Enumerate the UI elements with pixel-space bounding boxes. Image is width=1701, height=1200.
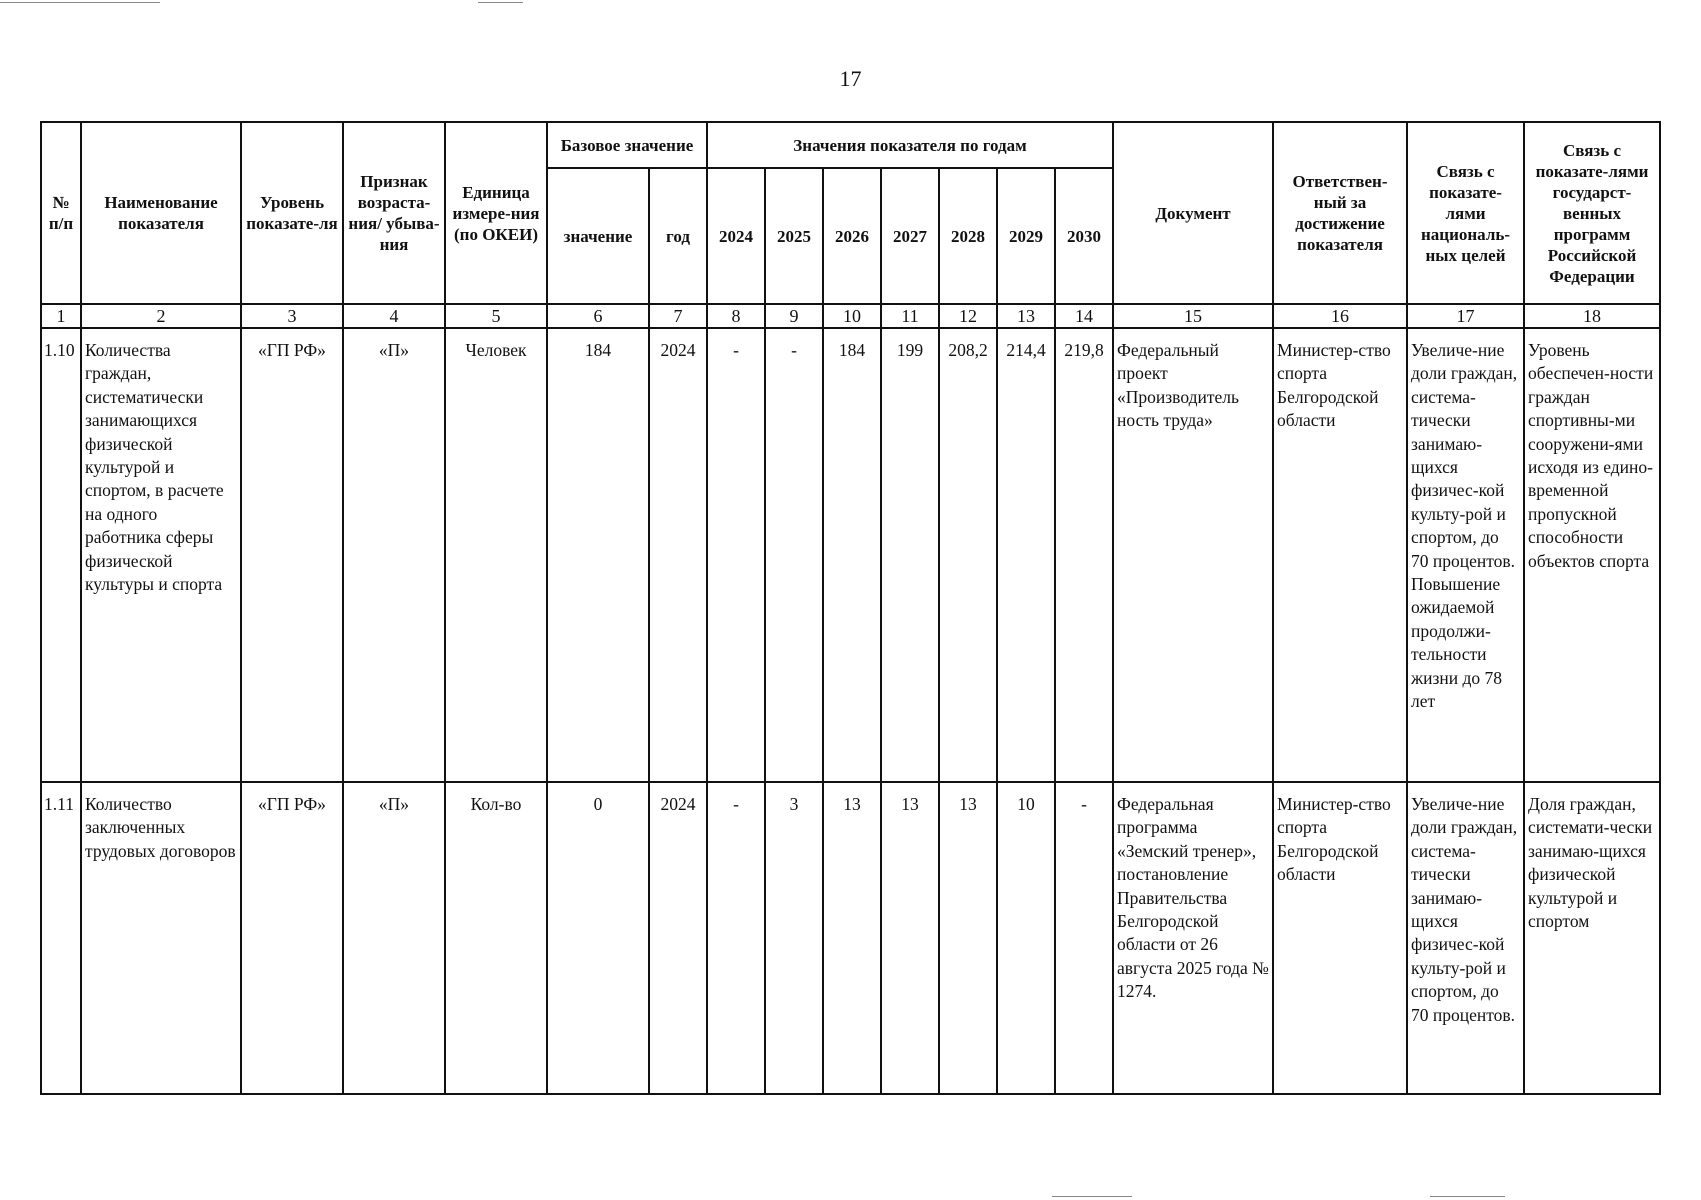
header-responsible: Ответствен-ный за достижение показателя (1273, 122, 1407, 304)
column-number: 8 (707, 304, 765, 328)
indicator-sign: «П» (343, 782, 445, 1094)
header-sign: Признак возраста-ния/ убыва-ния (343, 122, 445, 304)
base-value: 0 (547, 782, 649, 1094)
scan-mark-top-left (0, 2, 160, 3)
header-national-goals: Связь с показате-лями националь-ных целей (1407, 122, 1524, 304)
column-numbers-row (41, 304, 1660, 328)
indicator-unit: Человек (445, 328, 547, 782)
year-value: 13 (823, 782, 881, 1094)
header-year: 2030 (1055, 168, 1113, 304)
header-base: Базовое значение (547, 122, 707, 168)
year-value: - (765, 328, 823, 782)
column-number: 14 (1055, 304, 1113, 328)
header-base-year: год (649, 168, 707, 304)
column-number: 17 (1407, 304, 1524, 328)
base-year: 2024 (649, 328, 707, 782)
scan-mark-bottom-right (1430, 1196, 1505, 1197)
table-row (41, 328, 1660, 782)
column-number: 15 (1113, 304, 1273, 328)
column-number: 2 (81, 304, 241, 328)
year-value: 184 (823, 328, 881, 782)
page-number: 17 (839, 66, 862, 91)
indicator-level: «ГП РФ» (241, 782, 343, 1094)
state-programs-cell: Доля граждан, системати-чески занимаю-щихся физической культурой и спортом (1524, 782, 1660, 1094)
year-value: 13 (939, 782, 997, 1094)
header-year: 2028 (939, 168, 997, 304)
column-number: 11 (881, 304, 939, 328)
national-goals-cell: Увеличе-ние доли граждан, система-тически занимаю-щихся физичес-кой культу-рой и спортом, до 70 процентов. Повышение ожидаемой продолжи-тельности жизни до 78 лет (1407, 328, 1524, 782)
document-cell: Федеральная программа «Земский тренер», постановление Правительства Белгородской области от 26 августа 2025 года № 1274. (1113, 782, 1273, 1094)
column-number: 1 (41, 304, 81, 328)
header-year: 2025 (765, 168, 823, 304)
header-num: № п/п (41, 122, 81, 304)
document-cell: Федеральный проект «Производитель ность труда» (1113, 328, 1273, 782)
column-number: 4 (343, 304, 445, 328)
header-years-group: Значения показателя по годам (707, 122, 1113, 168)
year-value: 199 (881, 328, 939, 782)
header-year: 2024 (707, 168, 765, 304)
base-value: 184 (547, 328, 649, 782)
year-value: - (707, 782, 765, 1094)
header-document: Документ (1113, 122, 1273, 304)
indicator-unit: Кол-во (445, 782, 547, 1094)
column-number: 18 (1524, 304, 1660, 328)
column-number: 9 (765, 304, 823, 328)
responsible-cell: Министер-ство спорта Белгородской области (1273, 328, 1407, 782)
responsible-cell: Министер-ство спорта Белгородской области (1273, 782, 1407, 1094)
indicators-table (40, 121, 1661, 1095)
year-value: - (1055, 782, 1113, 1094)
column-number: 5 (445, 304, 547, 328)
table-row (41, 782, 1660, 1094)
row-number: 1.10 (41, 328, 81, 782)
year-value: 208,2 (939, 328, 997, 782)
scan-mark-bottom-center (1052, 1196, 1132, 1197)
column-number: 3 (241, 304, 343, 328)
year-value: 13 (881, 782, 939, 1094)
year-value: 3 (765, 782, 823, 1094)
column-number: 12 (939, 304, 997, 328)
column-number: 13 (997, 304, 1055, 328)
header-year: 2029 (997, 168, 1055, 304)
national-goals-cell: Увеличе-ние доли граждан, система-тически занимаю-щихся физичес-кой культу-рой и спортом, до 70 процентов. (1407, 782, 1524, 1094)
state-programs-cell: Уровень обеспечен-ности граждан спортивны-ми сооружени-ями исходя из едино-временной пропускной способности объектов спорта (1524, 328, 1660, 782)
header-name: Наименование показателя (81, 122, 241, 304)
scan-mark-top-center (478, 2, 523, 3)
year-value: - (707, 328, 765, 782)
year-value: 214,4 (997, 328, 1055, 782)
header-unit: Единица измере-ния (по ОКЕИ) (445, 122, 547, 304)
header-state-programs: Связь с показате-лями государст-венных программ Российской Федерации (1524, 122, 1660, 304)
column-number: 6 (547, 304, 649, 328)
year-value: 10 (997, 782, 1055, 1094)
header-year: 2027 (881, 168, 939, 304)
row-number: 1.11 (41, 782, 81, 1094)
indicator-level: «ГП РФ» (241, 328, 343, 782)
column-number: 10 (823, 304, 881, 328)
column-number: 16 (1273, 304, 1407, 328)
indicator-sign: «П» (343, 328, 445, 782)
header-level: Уровень показате-ля (241, 122, 343, 304)
column-number: 7 (649, 304, 707, 328)
header-base-value: значение (547, 168, 649, 304)
header-year: 2026 (823, 168, 881, 304)
indicator-name: Количество заключенных трудовых договоров (81, 782, 241, 1094)
indicator-name: Количества граждан, систематически занимающихся физической культурой и спортом, в расчете на одного работника сферы физической культуры и спорта (81, 328, 241, 782)
year-value: 219,8 (1055, 328, 1113, 782)
base-year: 2024 (649, 782, 707, 1094)
